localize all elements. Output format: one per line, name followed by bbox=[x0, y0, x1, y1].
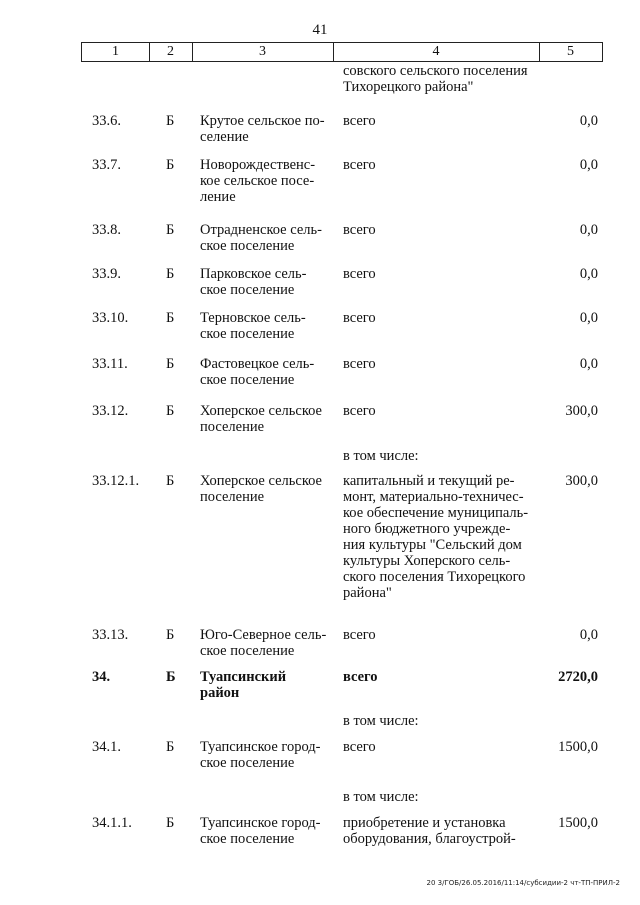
row-amount: 0,0 bbox=[579, 310, 598, 326]
header-col-1: 1 bbox=[82, 43, 150, 61]
row-name: Отрадненское сель- ское поселение bbox=[200, 222, 322, 254]
row-category: Б bbox=[166, 310, 175, 326]
page-number: 41 bbox=[312, 22, 328, 38]
row-description: всего bbox=[343, 403, 376, 419]
row-description: в том числе: bbox=[343, 448, 419, 464]
row-number: 34. bbox=[92, 669, 111, 685]
row-description: капитальный и текущий ре- монт, материально-техничес- кое обеспечение муниципаль- ного бюджетного учрежде- ния культуры "Сельский дом культуры Хоперского сель- ского поселения Тихорецкого района" bbox=[343, 473, 529, 601]
row-description: всего bbox=[343, 113, 376, 129]
row-number: 33.8. bbox=[92, 222, 121, 238]
row-number: 33.13. bbox=[92, 627, 129, 643]
row-name: Туапсинское город- ское поселение bbox=[200, 815, 321, 847]
continuation-text: совского сельского поселения Тихорецкого района" bbox=[343, 63, 528, 95]
row-category: Б bbox=[166, 157, 175, 173]
row-amount: 0,0 bbox=[579, 157, 598, 173]
row-number: 34.1.1. bbox=[92, 815, 132, 831]
row-description: приобретение и установка оборудования, благоустрой- bbox=[343, 815, 516, 847]
row-category: Б bbox=[166, 627, 175, 643]
row-description: в том числе: bbox=[343, 713, 419, 729]
row-category: Б bbox=[166, 739, 175, 755]
row-description: всего bbox=[343, 266, 376, 282]
row-amount: 1500,0 bbox=[558, 739, 598, 755]
row-description: всего bbox=[343, 356, 376, 372]
row-amount: 0,0 bbox=[579, 113, 598, 129]
row-number: 33.12. bbox=[92, 403, 129, 419]
row-description: всего bbox=[343, 222, 376, 238]
row-description: всего bbox=[343, 669, 378, 685]
table-header bbox=[81, 42, 603, 62]
row-category: Б bbox=[166, 403, 175, 419]
row-name: Хоперское сельское поселение bbox=[200, 473, 322, 505]
row-description: всего bbox=[343, 739, 376, 755]
row-description: всего bbox=[343, 310, 376, 326]
row-name: Крутое сельское по- селение bbox=[200, 113, 325, 145]
header-col-2: 2 bbox=[149, 43, 193, 61]
header-col-3: 3 bbox=[192, 43, 334, 61]
row-amount: 0,0 bbox=[579, 266, 598, 282]
row-name: Новорождественс- кое сельское посе- ление bbox=[200, 157, 316, 205]
row-amount: 1500,0 bbox=[558, 815, 598, 831]
row-category: Б bbox=[166, 356, 175, 372]
row-amount: 300,0 bbox=[565, 473, 598, 489]
row-name: Фастовецкое сель- ское поселение bbox=[200, 356, 315, 388]
row-amount: 0,0 bbox=[579, 222, 598, 238]
row-name: Юго-Северное сель- ское поселение bbox=[200, 627, 327, 659]
row-category: Б bbox=[166, 815, 175, 831]
row-name: Туапсинское город- ское поселение bbox=[200, 739, 321, 771]
row-amount: 0,0 bbox=[579, 356, 598, 372]
row-number: 33.10. bbox=[92, 310, 129, 326]
row-name: Парковское сель- ское поселение bbox=[200, 266, 307, 298]
row-category: Б bbox=[166, 669, 176, 685]
row-amount: 0,0 bbox=[579, 627, 598, 643]
row-category: Б bbox=[166, 266, 175, 282]
row-amount: 300,0 bbox=[565, 403, 598, 419]
row-number: 33.6. bbox=[92, 113, 121, 129]
header-col-5: 5 bbox=[567, 44, 574, 59]
row-description: всего bbox=[343, 157, 376, 173]
row-number: 33.7. bbox=[92, 157, 121, 173]
row-category: Б bbox=[166, 113, 175, 129]
row-name: Терновское сель- ское поселение bbox=[200, 310, 306, 342]
row-number: 33.12.1. bbox=[92, 473, 140, 489]
row-number: 33.11. bbox=[92, 356, 128, 372]
row-name: Хоперское сельское поселение bbox=[200, 403, 322, 435]
footer-code: 20 3/ГОБ/26.05.2016/11:14/субсидии-2 чт-ТП-ПРИЛ-2 bbox=[426, 879, 620, 887]
row-description: в том числе: bbox=[343, 789, 419, 805]
row-number: 34.1. bbox=[92, 739, 121, 755]
row-number: 33.9. bbox=[92, 266, 121, 282]
row-amount: 2720,0 bbox=[558, 669, 598, 685]
row-category: Б bbox=[166, 222, 175, 238]
header-col-4: 4 bbox=[333, 43, 540, 61]
row-description: всего bbox=[343, 627, 376, 643]
row-name: Туапсинский район bbox=[200, 669, 287, 701]
row-category: Б bbox=[166, 473, 175, 489]
